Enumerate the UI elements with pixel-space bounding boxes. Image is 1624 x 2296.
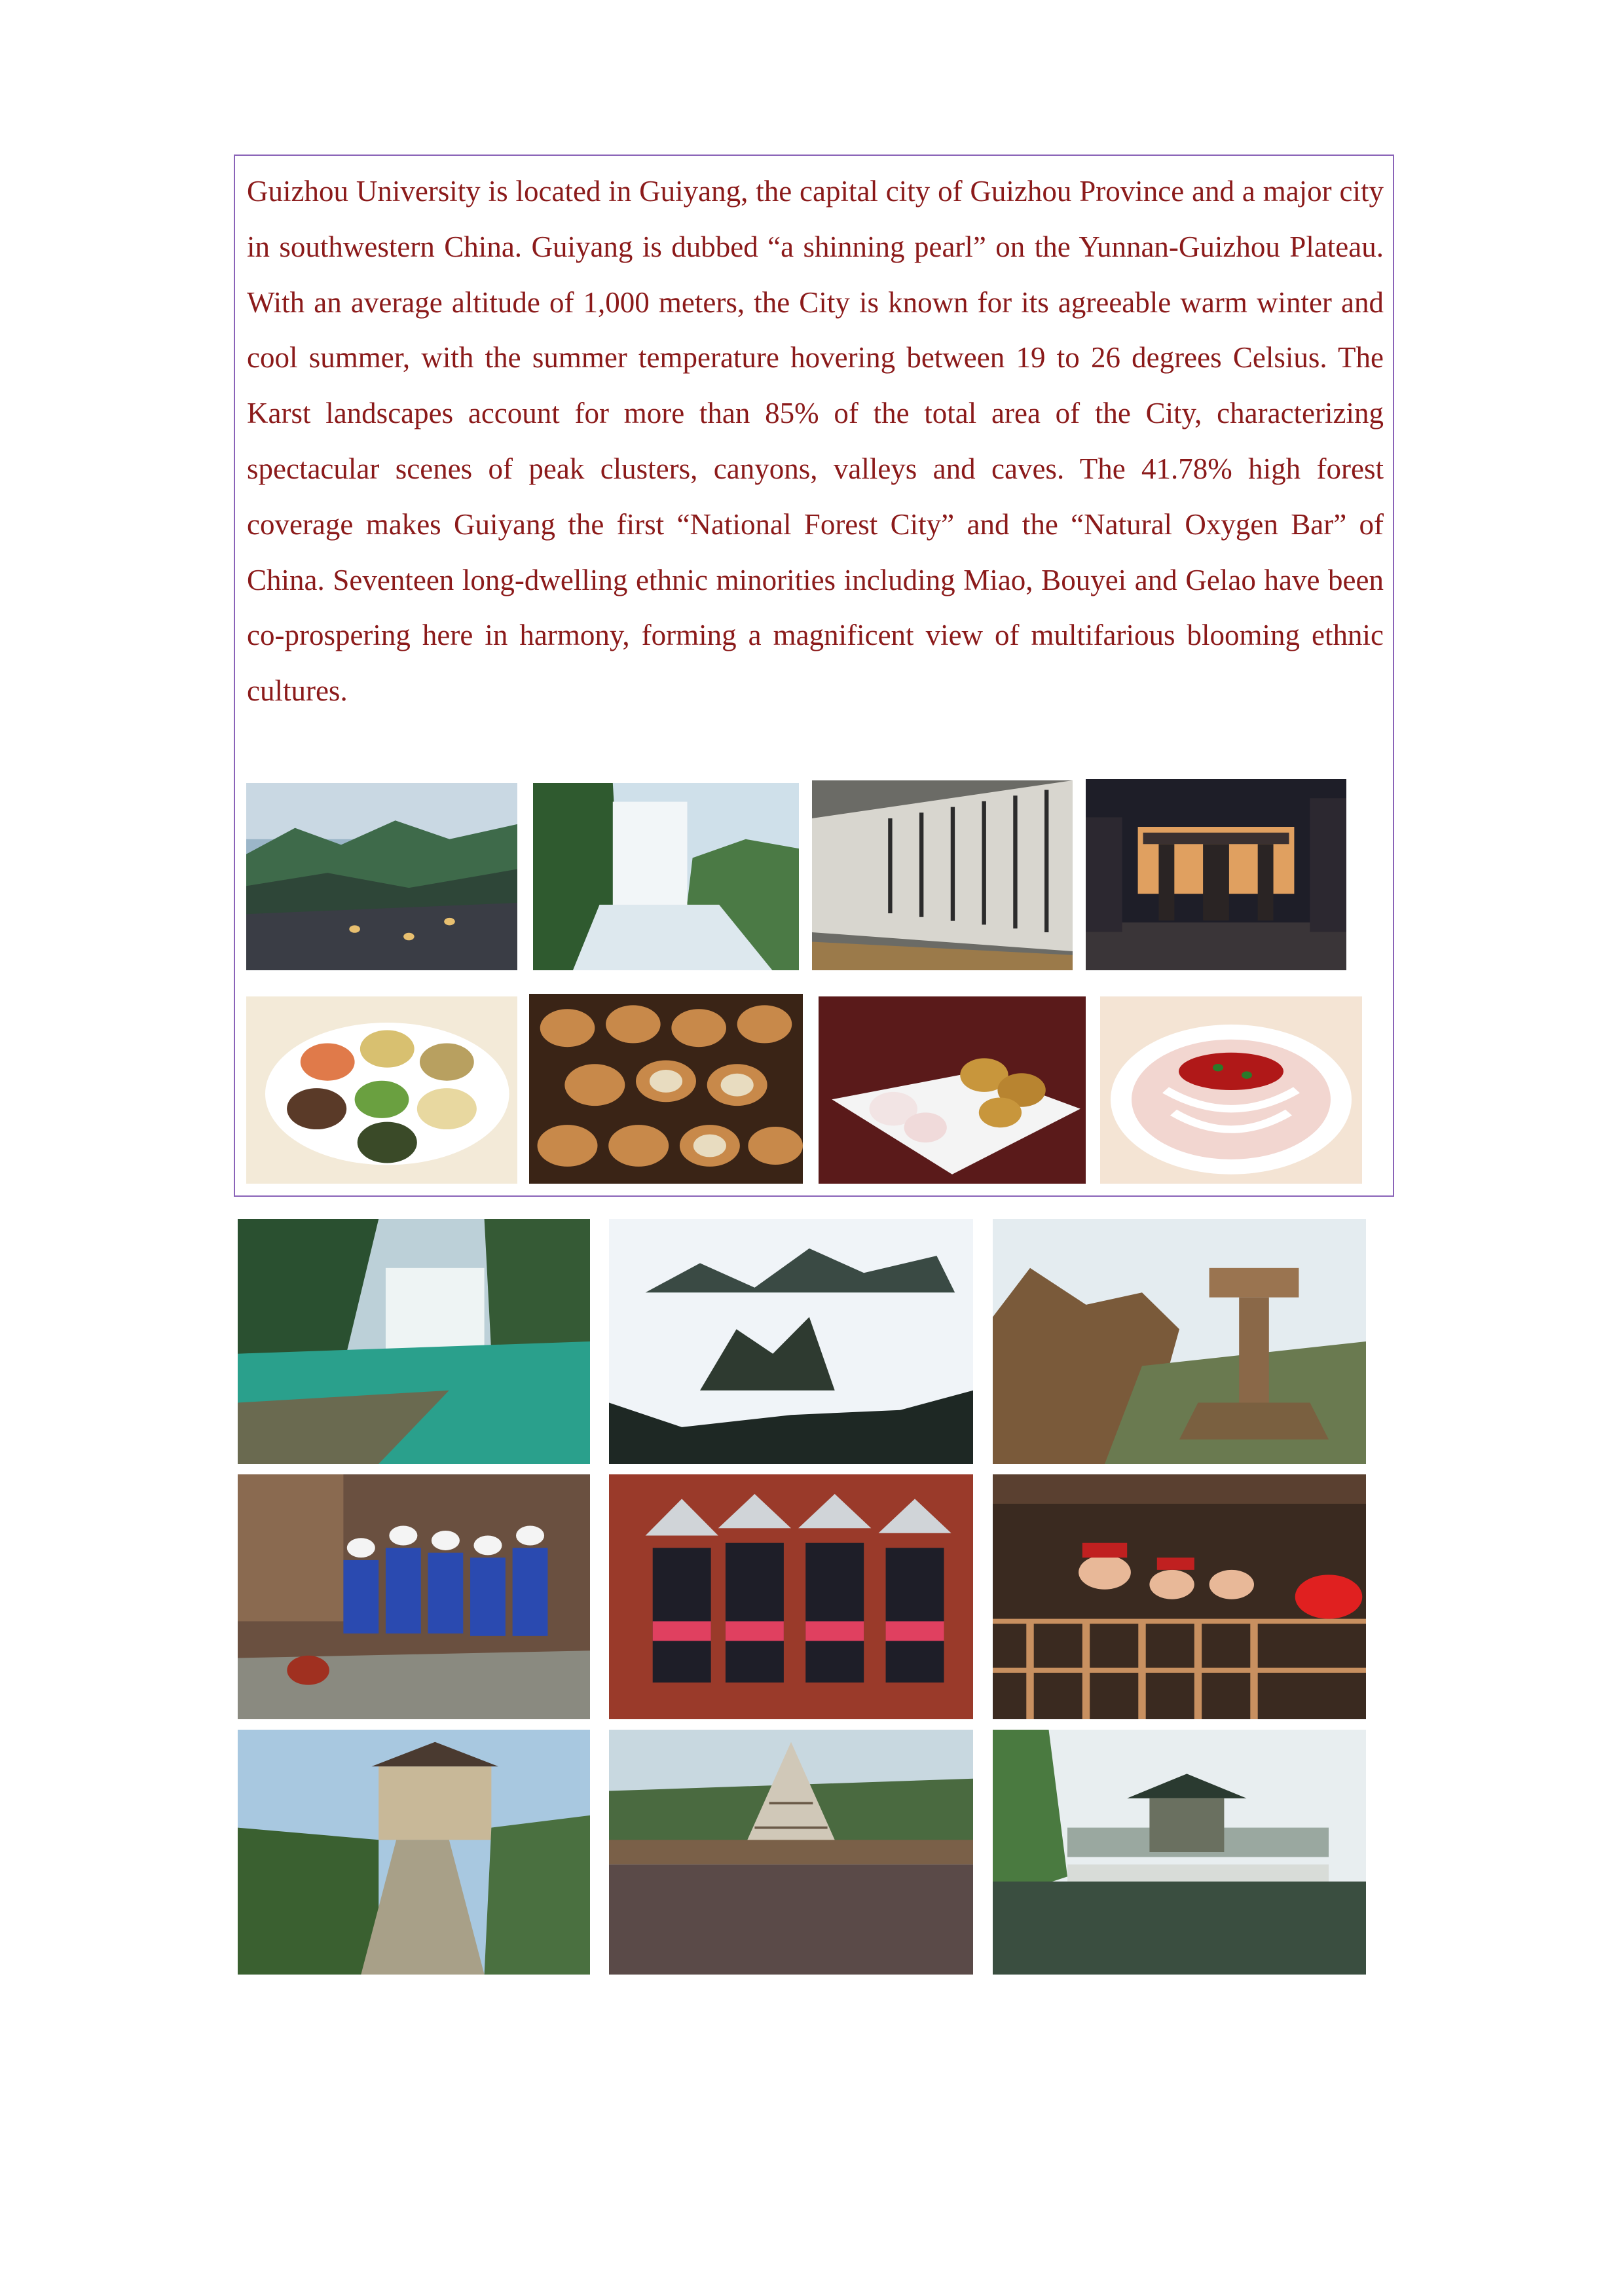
photo-jiaxiu-pavilion	[993, 1730, 1366, 1975]
photo-stone-archway	[1086, 779, 1346, 970]
photo-misty-peaks	[609, 1219, 973, 1464]
intro-paragraph: Guizhou University is located in Guiyang, the capital city of Guizhou Province and a major city in southwestern China. Guiyang is dubbed “a shinning pearl” on the Yunnan-Guizhou Plateau. With an average altitude of 1,000 meters, the City is known for its agreeable warm winter and cool summer, with the summer temperature hovering between 19 to 26 degrees Celsius. The Karst landscapes account for more than 85% of the total area of the City, characterizing spectacular scenes of peak clusters, canyons, valleys and caves. The 41.78% high forest coverage makes Guiyang the first “National Forest City” and the “Natural Oxygen Bar” of China. Seventeen long-dwelling ethnic minorities including Miao, Bouyei and Gelao have been co-prospering here in harmony, forming a magnificent view of multifarious blooming ethnic cultures.	[247, 175, 1384, 708]
photo-food-platter	[246, 996, 517, 1184]
photo-calligraphy-wall	[812, 780, 1073, 970]
photo-drum-tower-festival	[609, 1730, 973, 1975]
photo-noodle-bowl	[1100, 996, 1362, 1184]
photo-bowls-dishes	[529, 994, 803, 1184]
photo-waterfall	[533, 783, 799, 970]
photo-stone-path-gate	[238, 1730, 590, 1975]
photo-huangguoshu-waterfall	[238, 1219, 590, 1464]
photo-dumplings	[819, 996, 1086, 1184]
photo-girls-balcony	[993, 1474, 1366, 1719]
photo-bouyei-group	[238, 1474, 590, 1719]
photo-mushroom-rock	[993, 1219, 1366, 1464]
photo-miao-silver-dancers	[609, 1474, 973, 1719]
photo-mountain-village	[246, 783, 517, 970]
